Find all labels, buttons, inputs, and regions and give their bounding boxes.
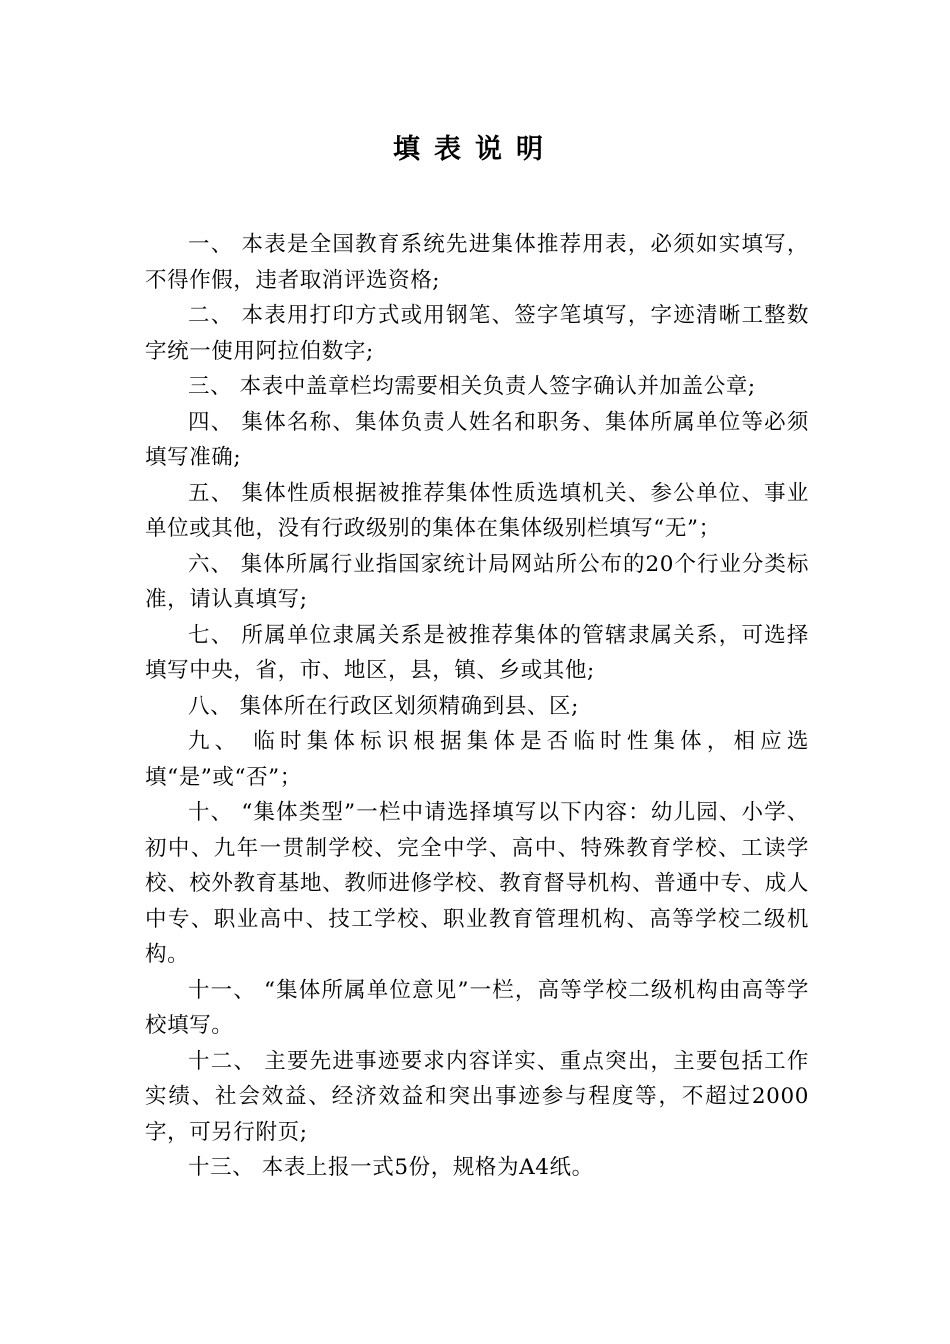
- instruction-item-6: 六、 集体所属行业指国家统计局网站所公布的20个行业分类标准，请认真填写;: [145, 551, 809, 612]
- instruction-item-12: 十二、 主要先进事迹要求内容详实、重点突出，主要包括工作实绩、社会效益、经济效益和突出事迹参与程度等，不超过2000字，可另行附页;: [145, 1048, 809, 1145]
- instruction-item-10: 十、 “集体类型”一栏中请选择填写以下内容：幼儿园、小学、初中、九年一贯制学校、完全中学、高中、特殊教育学校、工读学校、校外教育基地、教师进修学校、教育督导机构、普通中专、成人中专、职业高中、技工学校、职业教育管理机构、高等学校二级机构。: [145, 800, 809, 967]
- instructions-body: [145, 227, 809, 1186]
- instruction-item-1: 一、 本表是全国教育系统先进集体推荐用表，必须如实填写，不得作假，违者取消评选资格;: [145, 232, 809, 293]
- instruction-item-4: 四、 集体名称、集体负责人姓名和职务、集体所属单位等必须填写准确;: [145, 409, 809, 470]
- instruction-item-3: 三、 本表中盖章栏均需要相关负责人签字确认并加盖公章;: [188, 374, 756, 399]
- instruction-item-7: 七、 所属单位隶属关系是被推荐集体的管辖隶属关系，可选择填写中央，省，市、地区，县，镇、乡或其他;: [145, 622, 809, 683]
- document-title: 填表说明: [393, 134, 557, 165]
- instruction-item-9: 九、 临时集体标识根据集体是否临时性集体，相应选填“是”或“否”；: [145, 729, 809, 790]
- instruction-item-8: 八、 集体所在行政区划须精确到县、区;: [188, 693, 579, 719]
- instruction-item-2: 二、 本表用打印方式或用钢笔、签字笔填写，字迹清晰工整数字统一使用阿拉伯数字;: [145, 303, 809, 364]
- instruction-item-5: 五、 集体性质根据被推荐集体性质选填机关、参公单位、事业单位或其他，没有行政级别的集体在集体级别栏填写“无”；: [145, 480, 809, 541]
- instruction-item-11: 十一、 “集体所属单位意见”一栏，高等学校二级机构由高等学校填写。: [145, 977, 809, 1038]
- instruction-item-13: 十三、 本表上报一式5份，规格为A4纸。: [188, 1155, 594, 1180]
